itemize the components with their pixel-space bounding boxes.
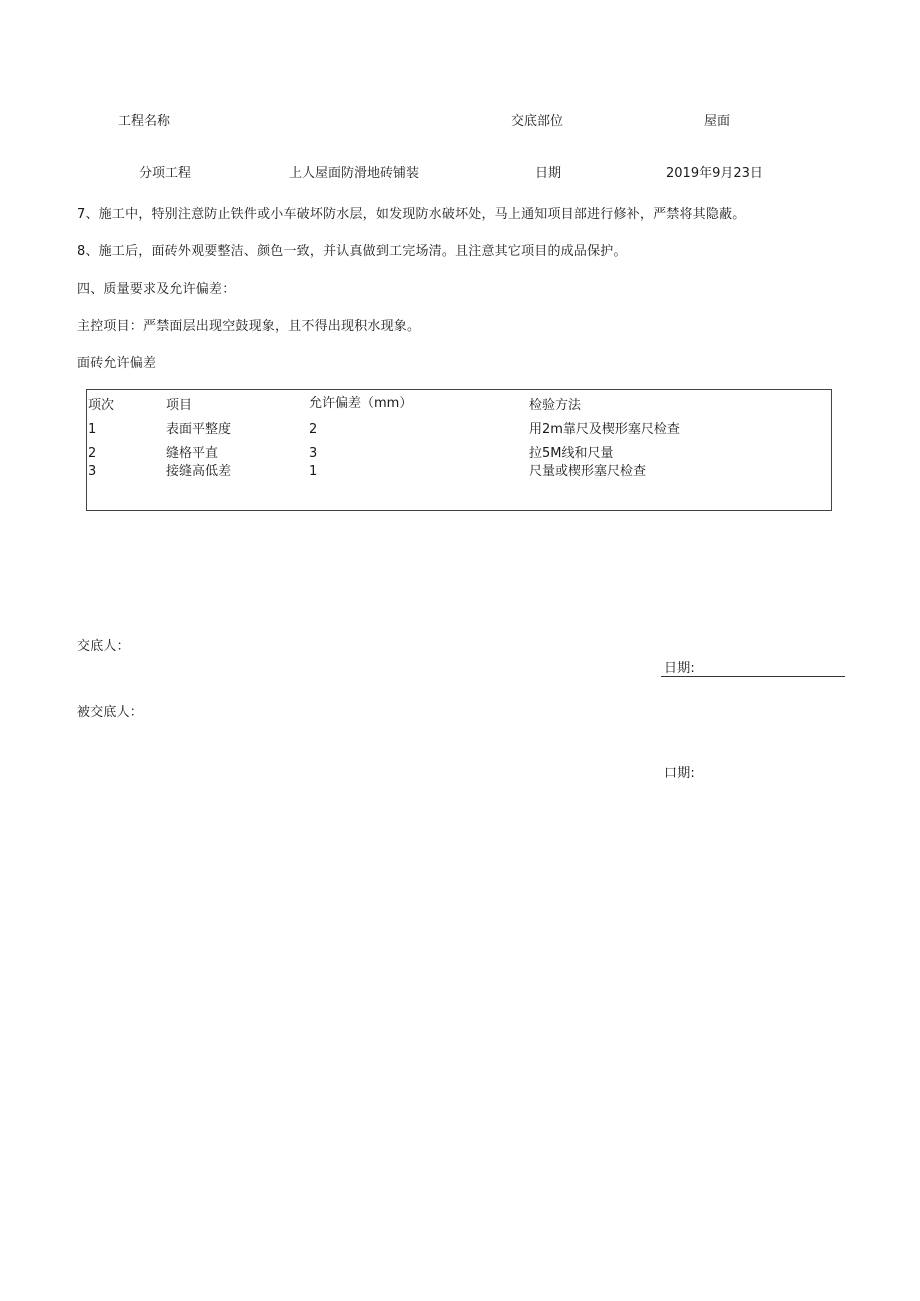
subproject-value: 上人屋面防滑地砖铺装 — [289, 166, 420, 181]
signature-date-1-label: 日期: — [664, 661, 695, 676]
table-header-index: 项次 — [88, 398, 115, 413]
signature-date-2-label: 口期: — [664, 766, 695, 781]
table-row-2-method: 拉5M线和尺量 — [529, 446, 614, 461]
table-row-3-index: 3 — [88, 464, 97, 479]
tolerance-table — [86, 389, 832, 511]
table-header-tolerance: 允许偏差（mm） — [309, 396, 413, 411]
paragraph-8: 8、施工后，面砖外观要整洁、颜色一致，并认真做到工完场清。且注意其它项目的成品保护。 — [77, 244, 627, 259]
table-row-1-method: 用2m靠尺及楔形塞尺检查 — [529, 422, 680, 437]
table-row-2-tolerance: 3 — [309, 446, 318, 461]
handover-person-label: 交底人： — [77, 639, 130, 654]
table-row-1-tolerance: 2 — [309, 422, 318, 437]
table-header-item: 项目 — [166, 398, 193, 413]
table-caption: 面砖允许偏差 — [77, 356, 157, 371]
table-row-3-tolerance: 1 — [309, 464, 318, 479]
table-row-1-item: 表面平整度 — [166, 422, 232, 437]
receiver-label: 被交底人： — [77, 705, 144, 720]
handover-part-value: 屋面 — [704, 114, 731, 129]
signature-date-underline — [661, 676, 845, 677]
project-name-label: 工程名称 — [118, 114, 171, 129]
table-row-2-item: 缝格平直 — [166, 446, 219, 461]
table-header-method: 检验方法 — [529, 398, 582, 413]
subproject-label: 分项工程 — [139, 166, 192, 181]
date-value: 2019年9月23日 — [666, 166, 763, 181]
table-row-2-index: 2 — [88, 446, 97, 461]
table-row-1-index: 1 — [88, 422, 97, 437]
date-label: 日期 — [535, 166, 562, 181]
table-row-3-method: 尺量或楔形塞尺检查 — [529, 464, 647, 479]
handover-part-label: 交底部位 — [511, 114, 564, 129]
main-control-item: 主控项目：严禁面层出现空鼓现象，且不得出现积水现象。 — [77, 319, 421, 334]
section-4-heading: 四、质量要求及允许偏差： — [77, 282, 236, 297]
paragraph-7: 7、施工中，特别注意防止铁件或小车破坏防水层，如发现防水破坏处，马上通知项目部进行修补，严禁将其隐蔽。 — [77, 207, 746, 222]
table-row-3-item: 接缝高低差 — [166, 464, 232, 479]
